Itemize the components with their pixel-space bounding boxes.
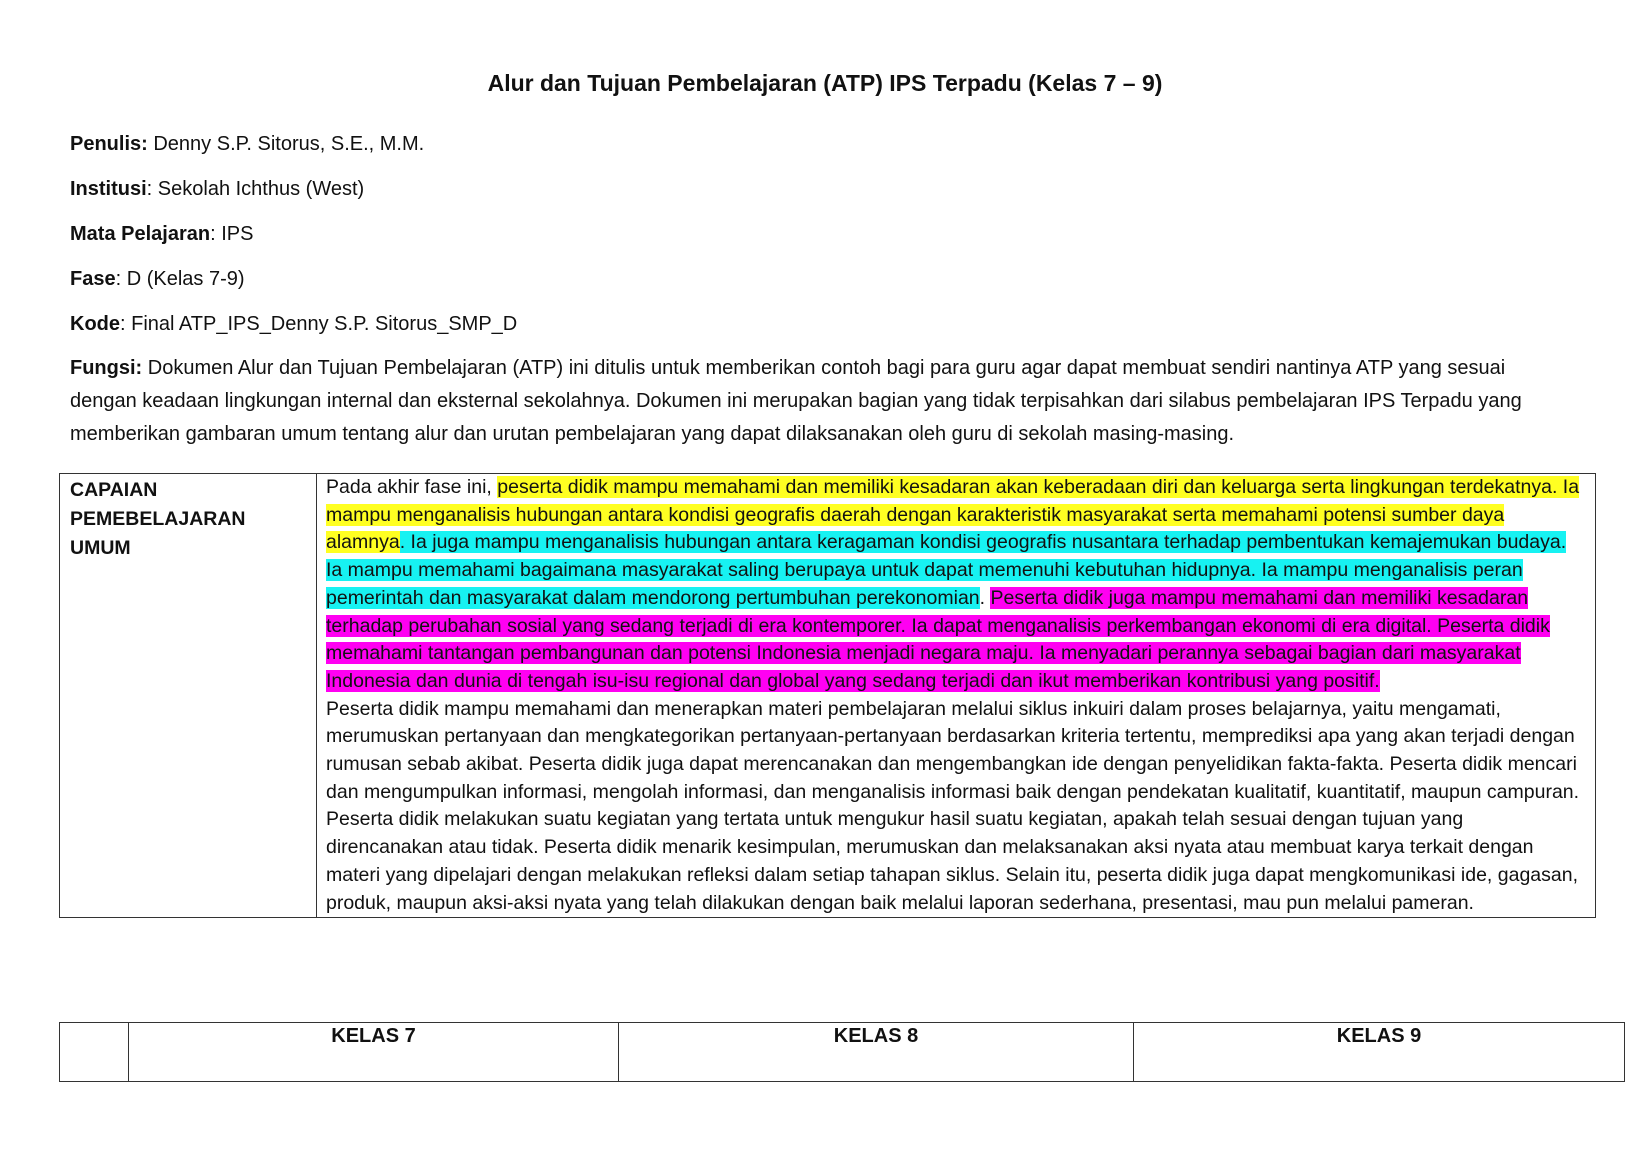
meta-kode — [70, 311, 1600, 337]
meta-value: : IPS — [210, 223, 254, 245]
meta-label: Institusi — [70, 178, 147, 200]
meta-label: Fase — [70, 268, 116, 290]
meta-institusi — [70, 176, 1600, 202]
capaian-paragraph-2: Peserta didik mampu memahami dan menerapkan materi pembelajaran melalui siklus inkuiri dalam proses belajarnya, yaitu mengamati, merumuskan pertanyaan dan mengkategorikan pertanyaan-pertanyaan berdasarkan kriteria tertentu, memprediksi apa yang akan terjadi dengan rumusan sebab akibat. Peserta didik juga dapat merencanakan dan mengembangkan ide dengan penyelidikan fakta-fakta. Peserta didik mencari dan mengumpulkan informasi, mengolah informasi, dan menganalisis informasi baik dengan pendekatan kualitatif, kuantitatif, maupun campuran. Peserta didik melakukan suatu kegiatan yang tertata untuk mengukur hasil suatu kegiatan, apakah telah sesuai dengan tujuan yang direncanakan atau tidak. Peserta didik menarik kesimpulan, merumuskan dan melaksanakan aksi nyata atau membuat karya terkait dengan materi yang dipelajari dengan melakukan refleksi dalam setiap tahapan siklus. Selain itu, peserta didik juga dapat mengkomunikasi ide, gagasan, produk, maupun aksi-aksi nyata yang telah dilakukan dengan baik melalui laporan sederhana, presentasi, mau pun melalui pameran. — [326, 697, 1580, 914]
meta-fase — [70, 266, 1600, 292]
capaian-table — [59, 473, 1596, 918]
meta-label: Mata Pelajaran — [70, 223, 211, 245]
fungsi-text: Dokumen Alur dan Tujuan Pembelajaran (ATP) ini ditulis untuk memberikan contoh bagi para guru agar dapat membuat sendiri nantinya ATP yang sesuai dengan keadaan lingkungan internal dan eksternal sekolahnya. Dokumen ini merupakan bagian yang tidak terpisahkan dari silabus pembelajaran IPS Terpadu yang memberikan gambaran umum tentang alur dan urutan pembelajaran yang dapat dilaksanakan oleh guru di sekolah masing-masing. — [70, 357, 1522, 445]
capaian-label-cell — [60, 474, 317, 918]
meta-fungsi — [70, 352, 1570, 451]
capaian-paragraph-1 — [326, 474, 1585, 696]
meta-mata-pelajaran — [70, 221, 1600, 247]
document-title: Alur dan Tujuan Pembelajaran (ATP) IPS Terpadu (Kelas 7 – 9) — [487, 70, 1163, 96]
kelas-header-empty — [60, 1023, 129, 1082]
capaian-body-cell — [317, 474, 1596, 918]
kelas-header-row — [60, 1023, 1625, 1082]
kelas-7-header: KELAS 7 — [129, 1023, 619, 1082]
meta-label: Kode — [70, 313, 120, 335]
kelas-table — [59, 1022, 1625, 1082]
meta-value: : Sekolah Ichthus (West) — [146, 178, 365, 200]
capaian-row — [60, 474, 1596, 918]
highlight-cyan-text: . Ia juga mampu menganalisis hubungan antara keragaman kondisi geografis nusantara terhadap pembentukan kemajemukan budaya. Ia mampu memahami bagaimana masyarakat saling berupaya untuk dapat memenuhi kebutuhan hidupnya. Ia mampu menganalisis peran pemerintah dan masyarakat dalam mendorong pertumbuhan perekonomian — [326, 531, 1567, 609]
kelas-9-header: KELAS 9 — [1134, 1023, 1625, 1082]
highlight-yellow-text: peserta didik mampu memahami dan memiliki kesadaran akan keberadaan diri dan keluarga serta lingkungan terdekatnya. Ia mampu menganalisis hubungan antara kondisi geografis daerah dengan karakteristik masyarakat serta memahami potensi sumber daya alamnya — [326, 476, 1580, 554]
capaian-intro: Pada akhir fase ini, — [326, 476, 498, 498]
capaian-label-line: CAPAIAN — [70, 479, 158, 501]
capaian-label-line: UMUM — [70, 537, 131, 559]
meta-value: : Final ATP_IPS_Denny S.P. Sitorus_SMP_D — [120, 313, 518, 335]
meta-penulis — [70, 131, 1600, 157]
capaian-label-line: PEMEBELAJARAN — [70, 508, 246, 530]
highlight-magenta-text: Peserta didik juga mampu memahami dan memiliki kesadaran terhadap perubahan sosial yang sedang terjadi di era kontemporer. Ia dapat menganalisis perkembangan ekonomi di era digital. Peserta didik memahami tantangan pembangunan dan potensi Indonesia menjadi negara maju. Ia menyadari perannya sebagai bagian dari masyarakat Indonesia dan dunia di tengah isu-isu regional dan global yang sedang terjadi dan ikut memberikan kontribusi yang positif. — [326, 586, 1550, 692]
meta-label: Penulis: — [70, 133, 148, 155]
kelas-8-header: KELAS 8 — [619, 1023, 1134, 1082]
fungsi-label: Fungsi: — [70, 357, 143, 379]
capaian-separator: . — [979, 586, 991, 609]
meta-value: Denny S.P. Sitorus, S.E., M.M. — [147, 133, 425, 155]
meta-value: : D (Kelas 7-9) — [115, 268, 245, 290]
